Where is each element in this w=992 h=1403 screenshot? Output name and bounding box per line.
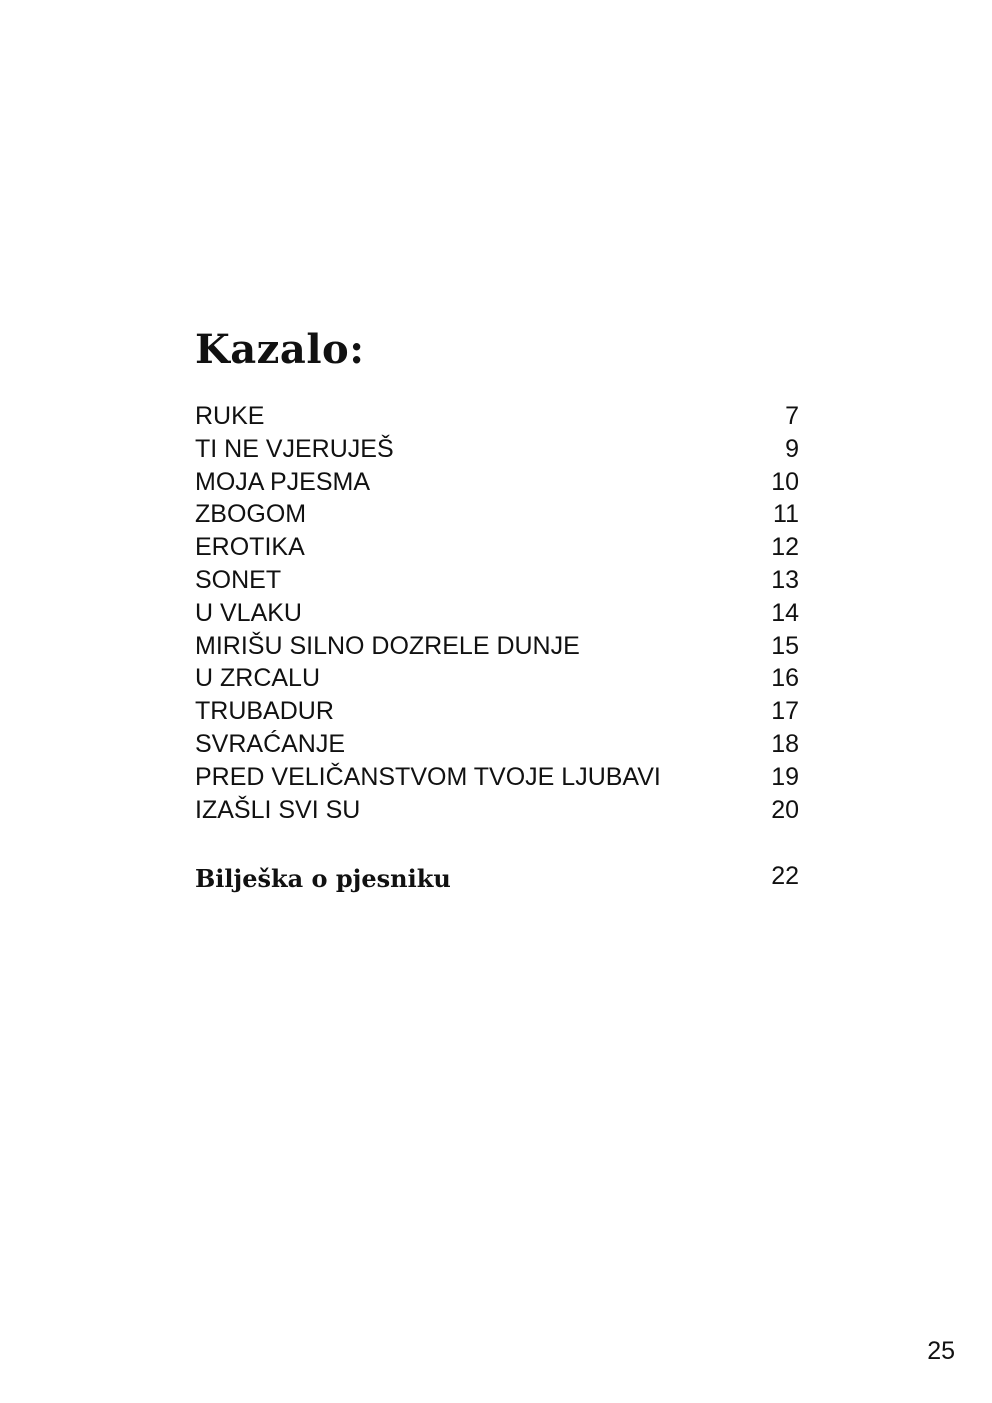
toc-entry-page: 16 [771,664,799,693]
toc-entry-page: 11 [773,500,799,529]
toc-entry [195,597,799,630]
toc-entry [195,728,799,761]
toc-entry-title: EROTIKA [195,533,305,562]
page-number: 25 [927,1337,955,1365]
toc-entry-title: TI NE VJERUJEŠ [195,434,394,463]
toc-entry-poet-note [195,860,799,898]
toc-entry [195,466,799,499]
toc-entry-title: U VLAKU [195,598,302,627]
toc-entry-title: ZBOGOM [195,500,307,529]
toc-entry-page: 9 [785,434,799,463]
toc-entry-title: TRUBADUR [195,697,334,726]
toc-entry-page: 17 [771,697,799,726]
toc-entry-title: MIRIŠU SILNO DOZRELE DUNJE [195,631,580,660]
toc-entry-title: SVRAĆANJE [195,729,346,758]
toc-entry [195,400,799,433]
toc-entry [195,498,799,531]
toc-entry-title: U ZRCALU [195,664,321,693]
poet-note-page: 22 [771,862,799,890]
toc-entry-page: 20 [771,795,799,824]
toc-entry [195,695,799,728]
toc-entry-title: SONET [195,565,282,594]
toc-entry-page: 12 [771,533,799,562]
toc-entry-title: MOJA PJESMA [195,467,371,496]
toc-entry-page: 10 [771,467,799,496]
toc-entry-page: 13 [771,565,799,594]
toc-entry-title: PRED VELIČANSTVOM TVOJE LJUBAVI [195,762,661,791]
toc-entry [195,662,799,695]
page-title: Kazalo: [195,326,365,373]
poet-note-title: Bilješka o pjesniku [195,864,451,893]
toc-entry [195,433,799,466]
toc-entry-title: IZAŠLI SVI SU [195,795,361,824]
toc-entry [195,531,799,564]
toc-entry-page: 7 [785,402,799,430]
toc-entry-page: 14 [771,598,799,627]
toc-entry-page: 15 [771,631,799,660]
toc-entry-page: 19 [771,762,799,791]
toc-entry [195,564,799,597]
toc-entry [195,630,799,663]
table-of-contents [195,400,799,826]
toc-entry [195,794,799,827]
toc-entry-page: 18 [771,729,799,758]
toc-entry [195,761,799,794]
toc-entry-title: RUKE [195,402,265,430]
